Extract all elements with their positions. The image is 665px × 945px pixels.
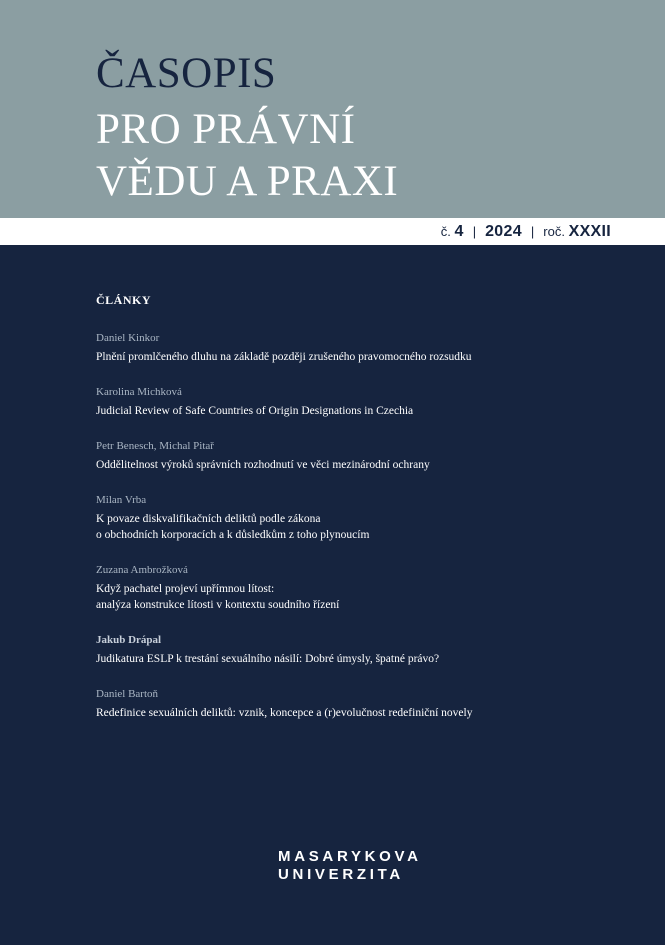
publisher-line-1: MASARYKOVA bbox=[278, 848, 422, 865]
issue-number: 4 bbox=[454, 223, 464, 240]
journal-title-line-3: VĚDU A PRAXI bbox=[96, 158, 399, 205]
article-title-line-2: o obchodních korporacích a k důsledkům z toho plynoucím bbox=[96, 529, 370, 541]
publisher-line-2: UNIVERZITA bbox=[278, 866, 404, 883]
article-entry bbox=[96, 493, 616, 543]
article-entry bbox=[96, 563, 616, 613]
article-author: Milan Vrba bbox=[96, 494, 147, 506]
issue-year: 2024 bbox=[485, 223, 522, 240]
article-title: Redefinice sexuálních deliktů: vznik, koncepce a (r)evolučnost redefiniční novely bbox=[96, 707, 473, 719]
journal-title-line-1: ČASOPIS bbox=[96, 50, 277, 97]
volume-label: roč. bbox=[543, 224, 565, 239]
article-entry bbox=[96, 385, 616, 419]
cover-header bbox=[0, 0, 665, 218]
article-author: Zuzana Ambrožková bbox=[96, 564, 188, 576]
article-title-line-1: Když pachatel projeví upřímnou lítost: bbox=[96, 583, 275, 595]
article-author: Daniel Kinkor bbox=[96, 332, 160, 344]
separator: | bbox=[530, 224, 535, 239]
volume-number: XXXII bbox=[568, 223, 611, 240]
article-title-line-1: K povaze diskvalifikačních deliktů podle zákona bbox=[96, 513, 321, 525]
article-author: Daniel Bartoň bbox=[96, 688, 159, 700]
article-list bbox=[96, 331, 616, 741]
article-entry bbox=[96, 687, 616, 721]
issue-strip bbox=[0, 218, 665, 245]
section-title: ČLÁNKY bbox=[96, 293, 152, 307]
article-title: Plnění promlčeného dluhu na základě později zrušeného pravomocného rozsudku bbox=[96, 351, 472, 363]
article-title: Oddělitelnost výroků správních rozhodnutí ve věci mezinárodní ochrany bbox=[96, 459, 430, 471]
article-entry bbox=[96, 331, 616, 365]
publisher-logo bbox=[278, 848, 422, 884]
separator: | bbox=[472, 224, 477, 239]
article-author: Karolina Michková bbox=[96, 386, 182, 398]
article-title: Judikatura ESLP k trestání sexuálního násilí: Dobré úmysly, špatné právo? bbox=[96, 653, 440, 665]
article-title: Judicial Review of Safe Countries of Origin Designations in Czechia bbox=[96, 405, 414, 417]
article-author: Petr Benesch, Michal Pitař bbox=[96, 440, 214, 452]
article-entry bbox=[96, 633, 616, 667]
article-title-line-2: analýza konstrukce lítosti v kontextu soudního řízení bbox=[96, 599, 340, 611]
journal-title-line-2: PRO PRÁVNÍ bbox=[96, 106, 356, 153]
article-author: Jakub Drápal bbox=[96, 634, 162, 646]
issue-info bbox=[441, 222, 611, 241]
issue-number-label: č. bbox=[440, 224, 451, 239]
article-entry bbox=[96, 439, 616, 473]
